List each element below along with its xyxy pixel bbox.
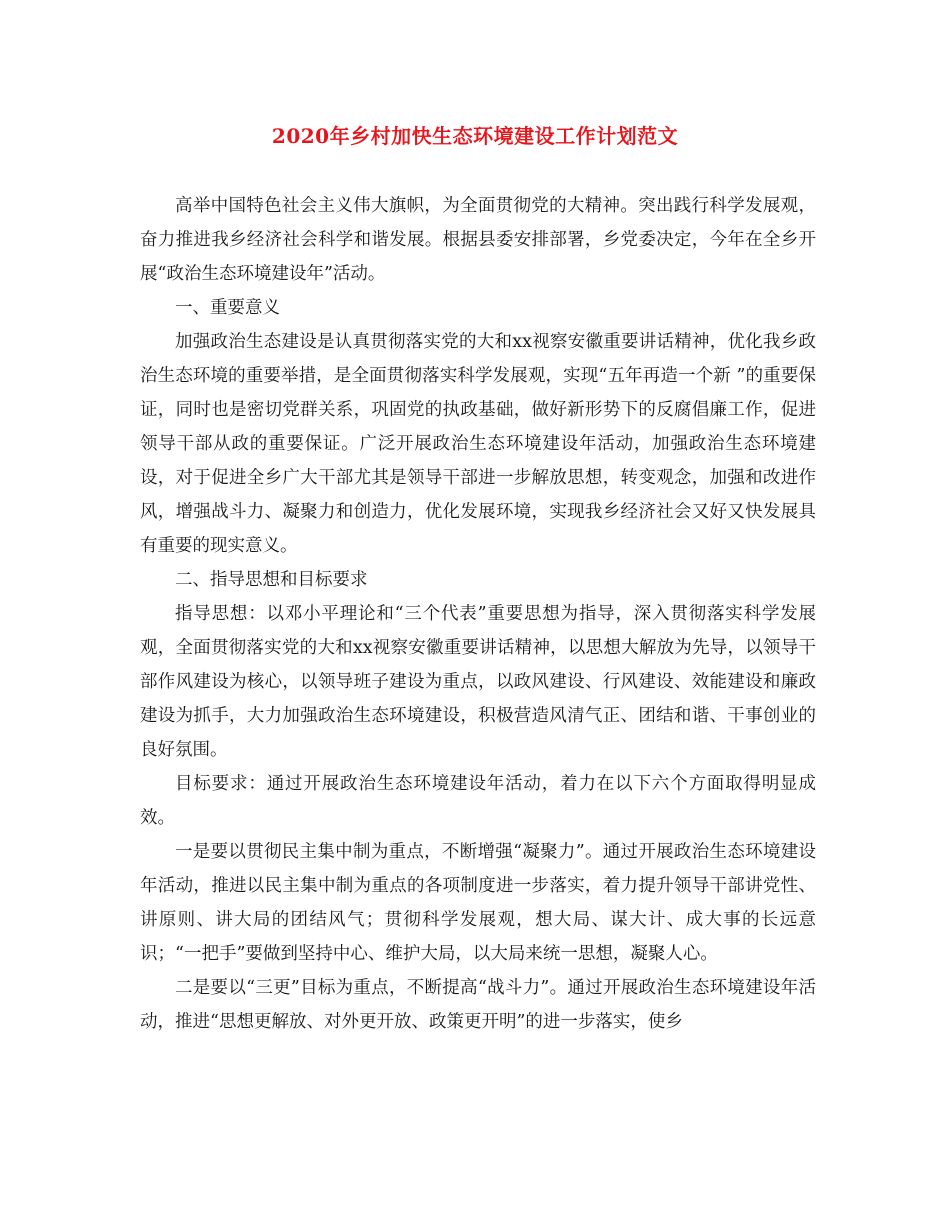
paragraph-goal-two: 二是要以“三更”目标为重点，不断提高“战斗力”。通过开展政治生态环境建设年活动，推进“思想更解放、对外更开放、政策更开明”的进一步落实，使乡 [140, 978, 816, 1032]
section-heading-significance: 一、重要意义 [175, 298, 280, 318]
paragraph-significance: 加强政治生态建设是认真贯彻落实党的大和xx视察安徽重要讲话精神，优化我乡政治生态环境的重要举措，是全面贯彻落实科学发展观，实现“五年再造一个新 ”的重要保证，同时也是密切党群关系，巩固党的执政基础，做好新形势下的反腐倡廉工作，促进领导干部从政的重要保证。广泛开展政治生态环境建设年活动，加强政治生态环境建设，对于促进全乡广大干部尤其是领导干部进一步解放思想，转变观念，加强和改进作风，增强战斗力、凝聚力和创造力，优化发展环境，实现我乡经济社会又好又快发展具有重要的现实意义。 [140, 332, 816, 556]
paragraph-goal-one: 一是要以贯彻民主集中制为重点，不断增强“凝聚力”。通过开展政治生态环境建设年活动，推进以民主集中制为重点的各项制度进一步落实，着力提升领导干部讲党性、讲原则、讲大局的团结风气；贯彻科学发展观，想大局、谋大计、成大事的长远意识；“一把手”要做到坚持中心、维护大局，以大局来统一思想，凝聚人心。 [140, 842, 816, 964]
document-title: 2020年乡村加快生态环境建设工作计划范文 [271, 124, 679, 148]
paragraph-goals: 目标要求：通过开展政治生态环境建设年活动，着力在以下六个方面取得明显成效。 [140, 774, 816, 828]
document-body [140, 189, 816, 1039]
paragraph-intro: 高举中国特色社会主义伟大旗帜，为全面贯彻党的大精神。突出践行科学发展观，奋力推进我乡经济社会科学和谐发展。根据县委安排部署，乡党委决定，今年在全乡开展“政治生态环境建设年”活动。 [140, 196, 816, 284]
paragraph-guiding-ideology: 指导思想：以邓小平理论和“三个代表”重要思想为指导，深入贯彻落实科学发展观，全面贯彻落实党的大和xx视察安徽重要讲话精神，以思想大解放为先导，以领导干部作风建设为核心，以领导班子建设为重点，以政风建设、行风建设、效能建设和廉政建设为抓手，大力加强政治生态环境建设，积极营造风清气正、团结和谐、干事创业的良好氛围。 [140, 604, 816, 760]
section-heading-guidance: 二、指导思想和目标要求 [175, 570, 368, 590]
